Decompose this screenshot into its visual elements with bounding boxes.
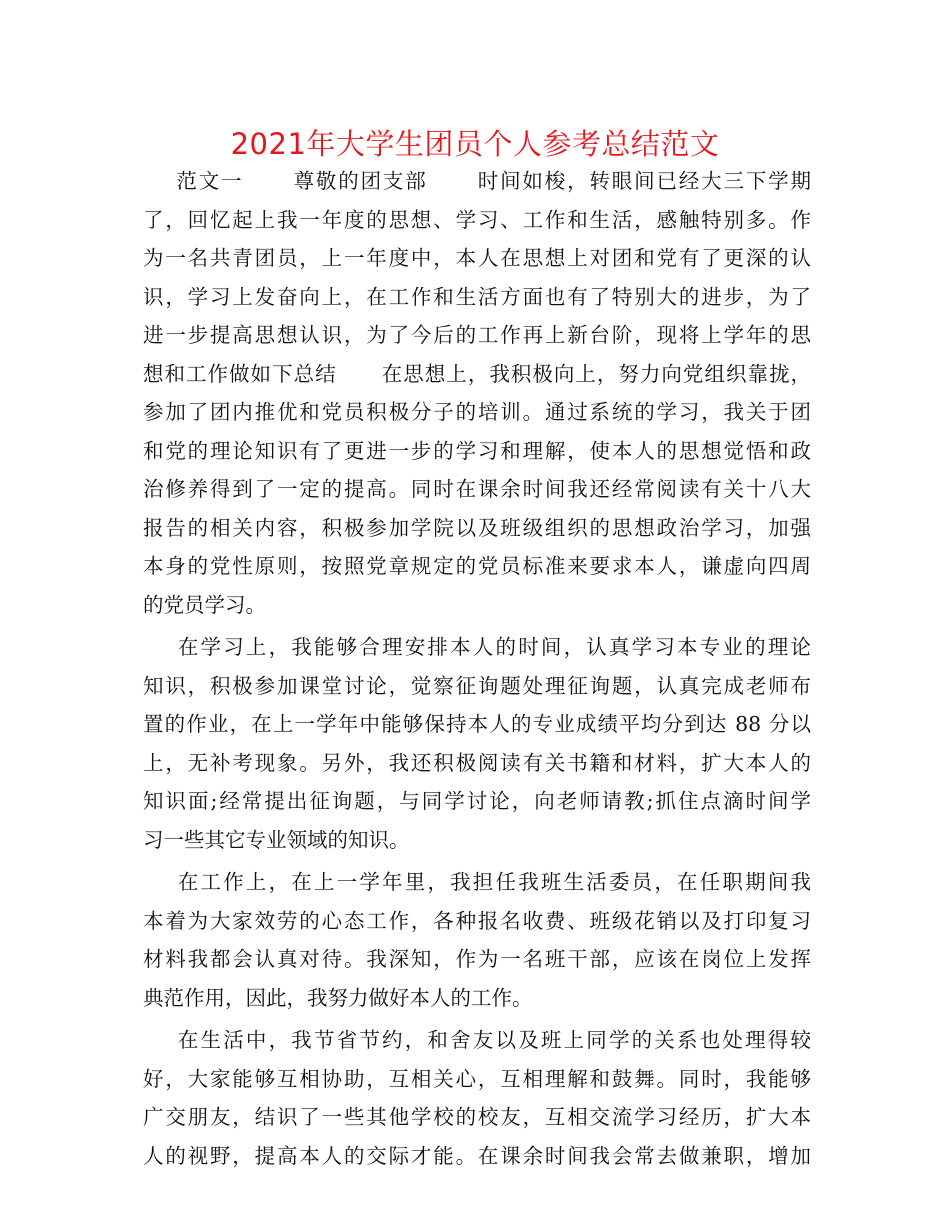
text-line: 为一名共青团员，上一年度中，本人在思想上对团和党有了更深的认 (143, 246, 811, 270)
text-line: 材料我都会认真对待。我深知，作为一名班干部，应该在岗位上发挥 (143, 947, 811, 971)
text-line: 在生活中，我节省节约，和舍友以及班上同学的关系也处理得较 (143, 1028, 811, 1052)
text-line: 在学习上，我能够合理安排本人的时间，认真学习本专业的理论 (143, 635, 811, 659)
text-line: 的党员学习。 (143, 592, 266, 617)
text-line: 人的视野，提高本人的交际才能。在课余时间我会常去做兼职，增加 (143, 1143, 811, 1168)
document-body (143, 162, 811, 1175)
text-line: 报告的相关内容，积极参加学院以及班级组织的思想政治学习，加强 (143, 515, 811, 540)
text-line: 在工作上，在上一学年里，我担任我班生活委员，在任职期间我 (143, 870, 811, 894)
text-line: 习一些其它专业领域的知识。 (143, 827, 410, 852)
text-line: 知识，积极参加课堂讨论，觉察征询题处理征询题，认真完成老师布 (143, 673, 811, 698)
text-line: 本身的党性原则，按照党章规定的党员标准来要求本人，谦虚向四周 (143, 554, 811, 578)
text-line: 本着为大家效劳的心态工作，各种报名收费、班级花销以及打印复习 (143, 908, 811, 933)
text-line: 典范作用，因此，我努力做好本人的工作。 (143, 985, 533, 1010)
text-line: 想和工作做如下总结 在思想上，我积极向上，努力向党组织靠拢， (143, 361, 811, 386)
document-title: 2021年大学生团员个人参考总结范文 (230, 127, 720, 161)
text-line: 置的作业，在上一学年中能够保持本人的专业成绩平均分到达 88 分以 (143, 712, 811, 736)
text-line: 知识面;经常提出征询题，与同学讨论，向老师请教;抓住点滴时间学 (143, 789, 811, 813)
text-line: 治修养得到了一定的提高。同时在课余时间我还经常阅读有关十八大 (143, 477, 811, 501)
text-line: 和党的理论知识有了更进一步的学习和理解，使本人的思想觉悟和政 (143, 438, 811, 463)
text-line: 广交朋友，结识了一些其他学校的校友，互相交流学习经历，扩大本 (143, 1105, 811, 1129)
text-line: 了，回忆起上我一年度的思想、学习、工作和生活，感触特别多。作 (143, 207, 811, 232)
text-line: 进一步提高思想认识，为了今后的工作再上新台阶，现将上学年的思 (143, 323, 811, 347)
text-line: 上，无补考现象。另外，我还积极阅读有关书籍和材料，扩大本人的 (143, 750, 811, 775)
text-line: 好，大家能够互相协助，互相关心，互相理解和鼓舞。同时，我能够 (143, 1066, 811, 1091)
text-line: 参加了团内推优和党员积极分子的培训。通过系统的学习，我关于团 (143, 400, 811, 424)
text-line: 范文一 尊敬的团支部 时间如梭，转眼间已经大三下学期 (143, 169, 811, 193)
text-line: 识，学习上发奋向上，在工作和生活方面也有了特别大的进步，为了 (143, 284, 811, 309)
